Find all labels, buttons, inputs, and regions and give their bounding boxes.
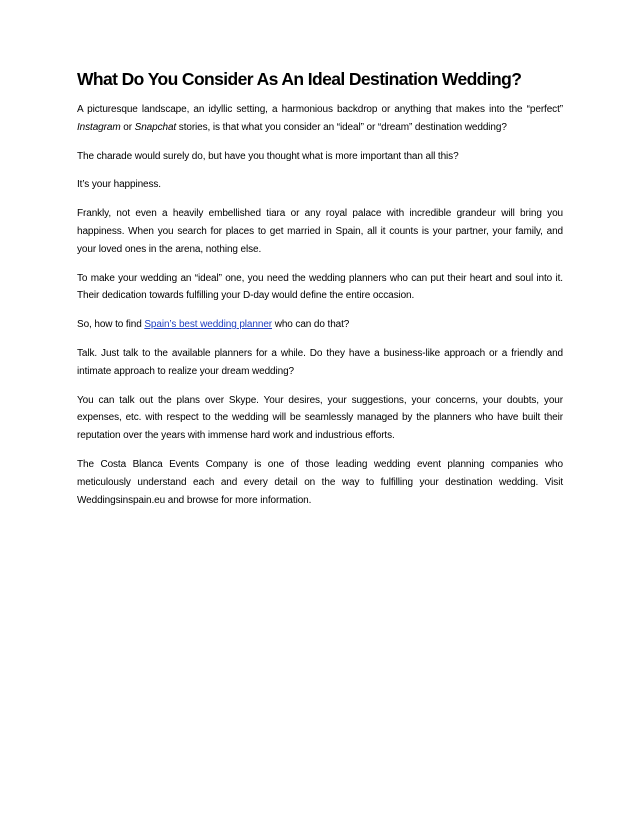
paragraph-skype: You can talk out the plans over Skype. Your desires, your suggestions, your concerns, your doubts, your expenses, etc. with respect to the wedding will be seamlessly managed by the planners who have built their reputation over the years with immense hard work and industrious efforts.	[77, 394, 563, 442]
paragraph-how-to-find-after: who can do that?	[272, 319, 350, 331]
paragraph-how-to-find	[77, 316, 563, 334]
document-page	[77, 68, 563, 520]
paragraph-frankly: Frankly, not even a heavily embellished tiara or any royal palace with incredible grandeur will bring you happiness. When you search for places to get married in Spain, all it counts is your partner, your family, and your loved ones in the arena, nothing else.	[77, 208, 563, 255]
paragraph-charade: The charade would surely do, but have you thought what is more important than all this?	[77, 150, 459, 162]
best-wedding-planner-link[interactable]: Spain’s best wedding planner	[144, 319, 273, 331]
paragraph-talk: Talk. Just talk to the available planners for a while. Do they have a business-like approach or a friendly and intimate approach to realize your dream wedding?	[77, 347, 563, 377]
paragraph-costa-blanca: The Costa Blanca Events Company is one of those leading wedding event planning companies who meticulously understand each and every detail on the way to fulfilling your destination wedding. Visit Weddingsinspain.eu and browse for more information.	[77, 458, 563, 506]
snapchat-text: Snapchat	[134, 121, 177, 133]
paragraph-how-to-find-before: So, how to find	[77, 319, 145, 331]
document-title: What Do You Consider As An Ideal Destination Wedding?	[77, 69, 522, 89]
instagram-text: Instagram	[77, 121, 121, 133]
paragraph-intro	[77, 101, 563, 137]
paragraph-ideal: To make your wedding an “ideal” one, you need the wedding planners who can put their heart and soul into it. Their dedication towards fulfilling your D-day would define the entire occasion.	[77, 272, 563, 302]
paragraph-happiness: It’s your happiness.	[77, 179, 161, 191]
paragraph-intro-text-c: stories, is that what you consider an “ideal” or “dream” destination wedding?	[176, 121, 507, 133]
paragraph-intro-text-b: or	[120, 121, 135, 133]
paragraph-intro-text-a: A picturesque landscape, an idyllic setting, a harmonious backdrop or anything that makes into the “perfect”	[77, 104, 563, 115]
